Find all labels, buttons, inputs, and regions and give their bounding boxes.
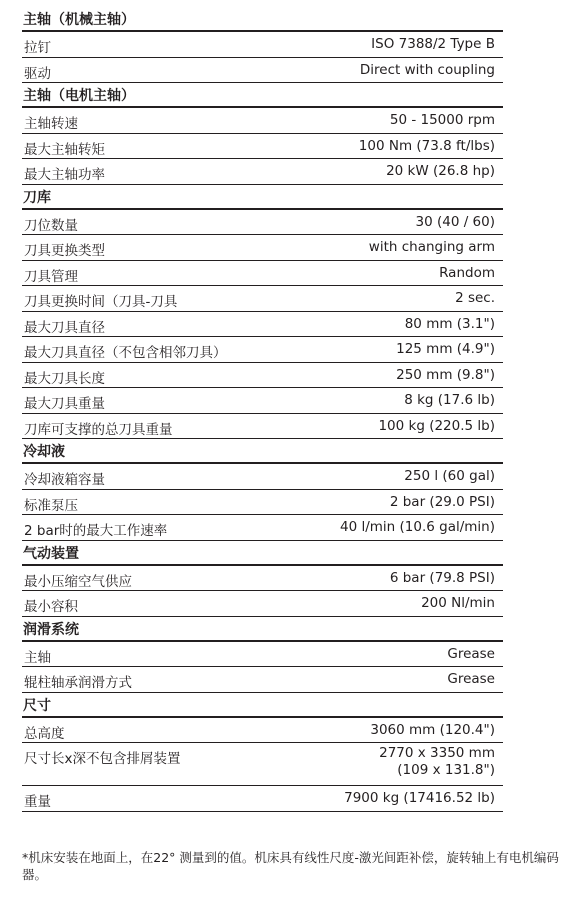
section-title: 润滑系统: [22, 620, 503, 642]
spec-row: [22, 667, 503, 693]
spec-label: 刀具更换类型: [24, 243, 105, 259]
spec-row: [22, 108, 503, 134]
spec-row: [22, 642, 503, 668]
spec-row: [22, 718, 503, 744]
spec-value: 6 bar (79.8 PSI): [389, 569, 495, 586]
spec-label: 最大刀具重量: [24, 396, 105, 412]
spec-label: 刀库可支撑的总刀具重量: [24, 421, 173, 438]
spec-label: 最大主轴功率: [24, 167, 105, 183]
spec-value: 250 mm (9.8"): [396, 366, 495, 383]
section-title: 冷却液: [22, 442, 503, 464]
spec-row: [22, 235, 503, 261]
footnote: *机床安装在地面上，在22° 测量到的值。机床具有线性尺度-激光间距补偿，旋转轴上有电机编码器。: [22, 850, 559, 882]
spec-row: [22, 134, 503, 160]
spec-row: [22, 261, 503, 287]
spec-label: 驱动: [24, 65, 51, 82]
spec-section: [22, 10, 503, 83]
spec-label: 最大刀具直径（不包含相邻刀具）: [24, 345, 227, 361]
spec-row: [22, 388, 503, 414]
spec-row: [22, 210, 503, 236]
spec-table: [22, 10, 503, 812]
spec-value: 2 sec.: [455, 290, 495, 306]
spec-label: 最小压缩空气供应: [24, 573, 132, 590]
spec-row: [22, 337, 503, 363]
spec-row: [22, 464, 503, 490]
section-title: 主轴（机械主轴）: [22, 10, 503, 32]
spec-row: [22, 515, 503, 541]
spec-label: 最大刀具长度: [24, 370, 105, 387]
spec-label: 最大刀具直径: [24, 319, 105, 336]
spec-label: 拉钉: [24, 40, 51, 56]
spec-section: [22, 544, 503, 617]
spec-value: 100 kg (220.5 lb): [378, 417, 495, 434]
spec-label: 最大主轴转矩: [24, 141, 105, 158]
spec-row: [22, 490, 503, 516]
spec-value: 100 Nm (73.8 ft/lbs): [358, 137, 495, 154]
spec-label: 尺寸长x深不包含排屑装置: [24, 751, 181, 767]
spec-value: Random: [439, 264, 495, 281]
spec-value: 250 l (60 gal): [404, 468, 495, 484]
spec-value: 30 (40 / 60): [415, 213, 495, 230]
spec-value: 80 mm (3.1"): [404, 315, 495, 332]
spec-section: [22, 442, 503, 541]
section-title: 尺寸: [22, 696, 503, 718]
spec-value: 8 kg (17.6 lb): [404, 392, 495, 408]
spec-label: 总高度: [24, 725, 65, 742]
spec-value: Direct with coupling: [359, 61, 495, 78]
section-title: 主轴（电机主轴）: [22, 86, 503, 108]
spec-section: [22, 696, 503, 812]
spec-section: [22, 86, 503, 185]
spec-value: with changing arm: [368, 239, 495, 255]
spec-label: 冷却液箱容量: [24, 472, 105, 488]
spec-row: [22, 566, 503, 592]
spec-label: 2 bar时的最大工作速率: [24, 523, 168, 539]
spec-value: 7900 kg (17416.52 lb): [344, 790, 495, 806]
spec-value: 20 kW (26.8 hp): [386, 163, 495, 179]
spec-section: [22, 620, 503, 693]
spec-value: ISO 7388/2 Type B: [371, 36, 495, 52]
spec-section: [22, 188, 503, 440]
spec-label: 主轴转速: [24, 116, 78, 132]
spec-value: Grease: [447, 645, 495, 662]
spec-label: 最小容积: [24, 599, 78, 615]
spec-row: [22, 591, 503, 617]
spec-label: 刀具更换时间（刀具-刀具: [24, 294, 178, 310]
spec-value: 50 - 15000 rpm: [389, 112, 495, 128]
spec-value: 2770 x 3350 mm (109 x 131.8"): [379, 745, 495, 778]
section-title: 刀库: [22, 188, 503, 210]
spec-row: [22, 414, 503, 440]
spec-row: [22, 743, 503, 786]
spec-value: Grease: [447, 671, 495, 687]
section-title: 气动装置: [22, 544, 503, 566]
spec-value: 3060 mm (120.4"): [370, 721, 495, 738]
spec-row: [22, 786, 503, 812]
spec-value: 2 bar (29.0 PSI): [389, 493, 495, 510]
spec-row: [22, 286, 503, 312]
spec-value: 200 Nl/min: [421, 595, 495, 611]
spec-row: [22, 32, 503, 58]
spec-label: 刀具管理: [24, 268, 78, 285]
spec-value: 125 mm (4.9"): [396, 341, 495, 357]
spec-label: 辊柱轴承润滑方式: [24, 675, 132, 691]
spec-label: 重量: [24, 794, 51, 810]
spec-row: [22, 58, 503, 84]
spec-row: [22, 312, 503, 338]
spec-row: [22, 363, 503, 389]
spec-label: 主轴: [24, 649, 51, 666]
spec-value: 40 l/min (10.6 gal/min): [340, 519, 495, 535]
spec-label: 刀位数量: [24, 217, 78, 234]
spec-row: [22, 159, 503, 185]
spec-label: 标准泵压: [24, 497, 78, 514]
